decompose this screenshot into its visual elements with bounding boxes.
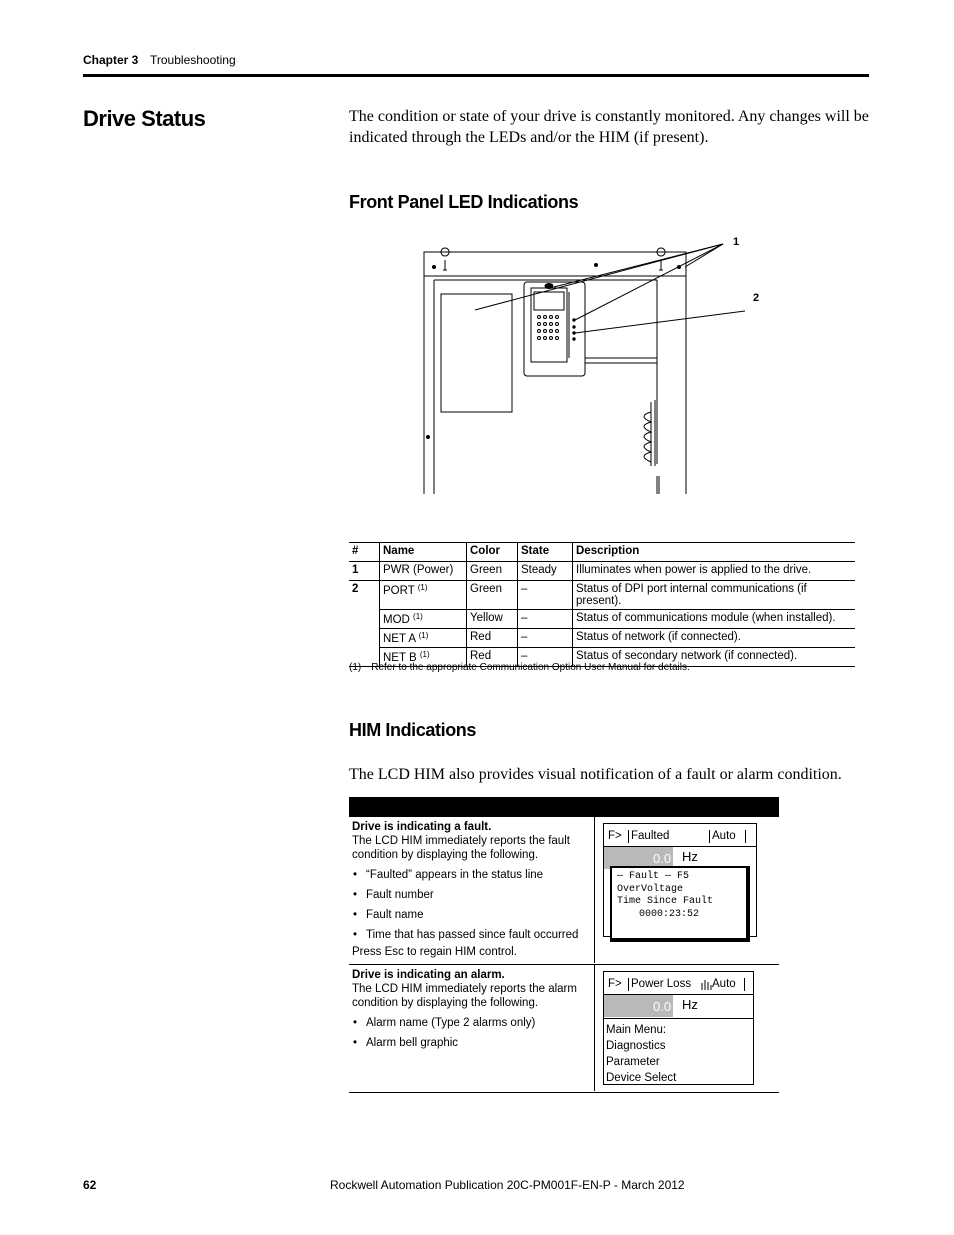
main-menu <box>606 1022 676 1086</box>
fault-lcd-screen <box>603 823 757 937</box>
led-name: NET B <box>383 652 417 664</box>
mode-text: Auto <box>712 978 736 990</box>
direction-indicator: F> <box>608 978 622 990</box>
alarm-row <box>349 965 779 1093</box>
fault-text: The LCD HIM immediately reports the fault condition by displaying the following. <box>352 835 570 861</box>
row-state: – <box>518 648 573 667</box>
footnote-text: Refer to the appropriate Communication Option User Manual for details. <box>371 662 690 673</box>
intro-paragraph: The condition or state of your drive is constantly monitored. Any changes will be indicated through the LEDs and/or the HIM (if present). <box>349 108 869 146</box>
alarm-bell-icon <box>700 978 712 991</box>
list-item: • Fault number <box>352 888 591 902</box>
col-num: # <box>349 543 380 562</box>
row-desc: Illuminates when power is applied to the drive. <box>573 562 856 581</box>
page-title: Drive Status <box>83 106 206 131</box>
footnote-marker: (1) <box>349 662 362 673</box>
row-color: Yellow <box>467 610 518 629</box>
fault-title: Drive is indicating a fault. <box>352 821 492 833</box>
menu-item-parameter: Parameter <box>606 1056 660 1068</box>
frequency-value: 0.0 <box>653 851 672 866</box>
footnote-ref: (1) <box>413 612 423 621</box>
led-table <box>349 542 855 667</box>
row-desc: Status of DPI port internal communications (if present). <box>573 581 856 610</box>
row-name <box>380 610 467 629</box>
frequency-value: 0.0 <box>653 999 672 1014</box>
row-num <box>349 610 380 629</box>
alarm-description <box>349 965 595 1091</box>
mode-text: Auto <box>712 830 736 842</box>
fault-popup <box>610 866 750 942</box>
frequency-unit: Hz <box>682 849 698 864</box>
list-item: • Alarm name (Type 2 alarms only) <box>352 1016 591 1030</box>
keypad-buttons <box>538 316 559 340</box>
row-color: Green <box>467 581 518 610</box>
list-item: • Fault name <box>352 908 591 922</box>
alarm-title: Drive is indicating an alarm. <box>352 969 505 981</box>
alarm-lcd-screen <box>603 971 754 1085</box>
him-table <box>349 797 779 1093</box>
row-num: 1 <box>349 562 380 581</box>
list-item: • “Faulted” appears in the status line <box>352 868 591 882</box>
header-rule <box>83 74 869 77</box>
row-state: – <box>518 581 573 610</box>
row-desc: Status of network (if connected). <box>573 629 856 648</box>
fault-description <box>349 817 595 963</box>
led-name: PORT <box>383 585 415 597</box>
row-desc: Status of secondary network (if connected). <box>573 648 856 667</box>
status-leds <box>573 319 575 340</box>
alarm-bullets <box>352 1016 591 1050</box>
drive-front-panel-figure <box>349 232 779 502</box>
fault-name: OverVoltage <box>617 883 684 895</box>
led-name: PWR (Power) <box>383 564 454 576</box>
table-row <box>349 562 855 581</box>
chapter-label: Chapter 3 <box>83 53 139 67</box>
led-heading: Front Panel LED Indications <box>349 192 579 212</box>
fault-closing: Press Esc to regain HIM control. <box>352 946 517 958</box>
fault-number: — Fault — F5 <box>617 871 690 882</box>
row-num <box>349 629 380 648</box>
table-row <box>349 629 855 648</box>
him-heading: HIM Indications <box>349 720 477 740</box>
row-state: – <box>518 629 573 648</box>
status-text: Power Loss <box>631 978 692 990</box>
row-name <box>380 581 467 610</box>
mounting-hole-icon <box>441 248 449 270</box>
menu-item-diagnostics: Diagnostics <box>606 1040 666 1052</box>
page-number: 62 <box>83 1178 97 1192</box>
row-name <box>380 629 467 648</box>
publication-info: Rockwell Automation Publication 20C-PM001F-EN-P - March 2012 <box>330 1178 685 1192</box>
table-row <box>349 610 855 629</box>
section-label: Troubleshooting <box>150 53 236 67</box>
direction-indicator: F> <box>608 830 622 842</box>
him-table-header-bar <box>349 797 779 817</box>
alarm-text: The LCD HIM immediately reports the alarm condition by displaying the following. <box>352 983 577 1009</box>
frequency-unit: Hz <box>682 997 698 1012</box>
col-name: Name <box>380 543 467 562</box>
menu-title: Main Menu: <box>606 1024 667 1036</box>
heatsink-fins <box>644 400 655 466</box>
menu-item-device-select: Device Select <box>606 1072 677 1084</box>
table-footnote <box>349 662 700 673</box>
footnote-ref: (1) <box>417 583 428 592</box>
lcd-status-line <box>604 824 756 847</box>
table-header-row <box>349 543 855 562</box>
fault-row <box>349 817 779 965</box>
fault-time-value: 0000:23:52 <box>639 908 700 920</box>
led-name: MOD <box>383 614 410 626</box>
lcd-status-line <box>604 972 753 995</box>
callout-1: 1 <box>733 236 740 248</box>
row-state: Steady <box>518 562 573 581</box>
row-color: Green <box>467 562 518 581</box>
callout-2: 2 <box>753 292 760 304</box>
col-color: Color <box>467 543 518 562</box>
table-row <box>349 581 855 610</box>
list-item: • Time that has passed since fault occurred <box>352 928 591 942</box>
footnote-ref: (1) <box>419 650 430 659</box>
col-state: State <box>518 543 573 562</box>
list-item: • Alarm bell graphic <box>352 1036 591 1050</box>
row-state: – <box>518 610 573 629</box>
row-color: Red <box>467 648 518 667</box>
row-color: Red <box>467 629 518 648</box>
row-num: 2 <box>352 583 359 595</box>
status-text: Faulted <box>631 830 670 842</box>
fault-time-label: Time Since Fault <box>617 896 714 907</box>
row-desc: Status of communications module (when installed). <box>573 610 856 629</box>
col-description: Description <box>573 543 856 562</box>
him-intro: The LCD HIM also provides visual notification of a fault or alarm condition. <box>349 766 842 783</box>
footnote-ref: (1) <box>418 631 429 640</box>
row-name <box>380 562 467 581</box>
led-name: NET A <box>383 633 416 645</box>
fault-bullets <box>352 868 591 942</box>
